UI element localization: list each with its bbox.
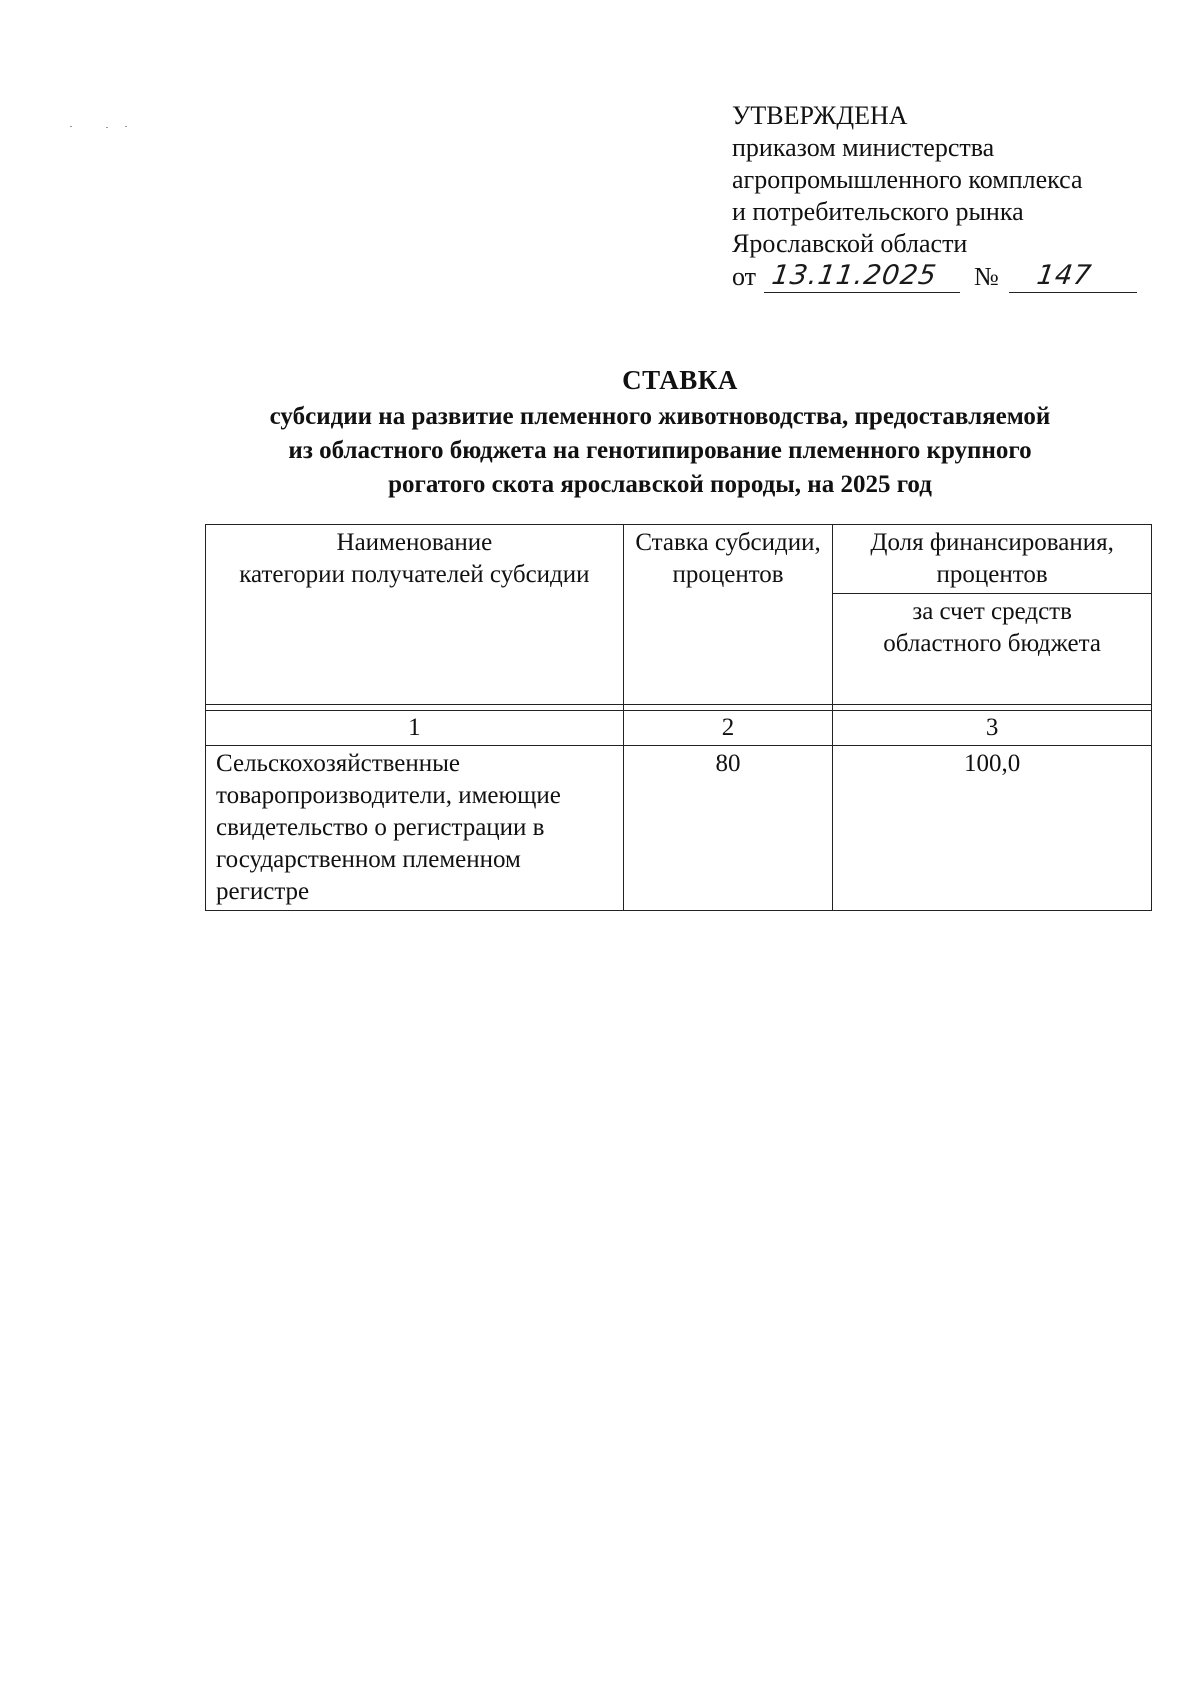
number-field <box>1009 260 1137 293</box>
approval-date-number-line <box>732 260 1172 293</box>
category-line: регистре <box>216 878 310 905</box>
scan-speck <box>125 126 127 127</box>
subtitle-line-1: субсидии на развитие племенного животноводства, предоставляемой <box>269 403 1051 430</box>
document-subtitle <box>160 400 1200 502</box>
table-row <box>206 746 1152 911</box>
approval-heading: УТВЕРЖДЕНА <box>732 101 908 130</box>
header-financing-share <box>833 525 1152 594</box>
header-rate-line-1: Ставка субсидии, <box>635 529 821 556</box>
subtitle-line-3: рогатого скота ярославской породы, на 2025 год <box>388 471 932 498</box>
budget-share-cell: 100,0 <box>833 746 1152 911</box>
scan-speck <box>70 126 72 127</box>
category-line: государственном племенном <box>216 846 521 873</box>
number-label: № <box>974 262 999 291</box>
approval-line-4: Ярославской области <box>732 229 968 258</box>
header-budget-line-2: областного бюджета <box>883 630 1101 657</box>
header-share-line-2: процентов <box>936 561 1048 588</box>
document-title: СТАВКА <box>622 365 738 395</box>
category-line: свидетельство о регистрации в <box>216 814 545 841</box>
header-rate-line-2: процентов <box>672 561 784 588</box>
approval-line-3: и потребительского рынка <box>732 197 1024 226</box>
header-rate <box>623 525 832 705</box>
column-number: 3 <box>833 711 1152 746</box>
from-label: от <box>732 262 757 291</box>
header-category-line-2: категории получателей субсидии <box>239 561 590 588</box>
header-category-line-1: Наименование <box>336 529 493 556</box>
document-title-block <box>160 363 1200 502</box>
category-line: Сельскохозяйственные <box>216 750 461 777</box>
header-share-line-1: Доля финансирования, <box>870 529 1114 556</box>
column-number: 1 <box>206 711 624 746</box>
recipient-category-cell <box>206 746 624 911</box>
category-line: товаропроизводители, имеющие <box>216 782 561 809</box>
header-budget-line-1: за счет средств <box>912 598 1072 625</box>
scan-speck <box>106 127 108 128</box>
subsidy-rate-cell: 80 <box>623 746 832 911</box>
table-header-row <box>206 525 1152 594</box>
column-number-row <box>206 711 1152 746</box>
subsidy-rate-table <box>205 524 1152 911</box>
handwritten-date: 13.11.2025 <box>769 260 939 291</box>
handwritten-number: 147 <box>1034 260 1094 291</box>
date-field <box>764 260 960 293</box>
column-number: 2 <box>623 711 832 746</box>
header-category <box>206 525 624 705</box>
approval-line-2: агропромышленного комплекса <box>732 165 1083 194</box>
approval-stamp-block <box>732 100 1172 293</box>
approval-line-1: приказом министерства <box>732 133 995 162</box>
header-regional-budget <box>833 594 1152 705</box>
subtitle-line-2: из областного бюджета на генотипирование племенного крупного <box>288 437 1032 464</box>
